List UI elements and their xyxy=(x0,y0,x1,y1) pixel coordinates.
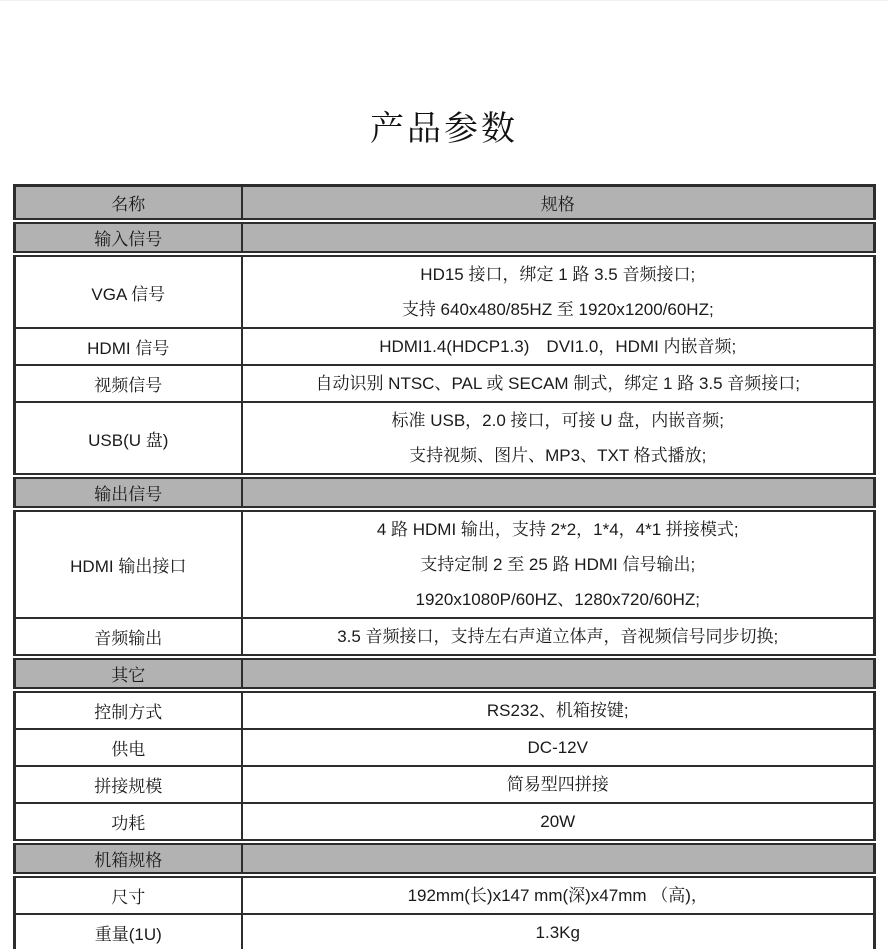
spec-line: 20W xyxy=(540,812,576,831)
row-label: 重量(1U) xyxy=(14,914,242,949)
section-row xyxy=(14,476,874,509)
section-label: 输出信号 xyxy=(14,476,242,509)
row-spec xyxy=(242,729,874,766)
spec-line: 4 路 HDMI 输出，支持 2*2，1*4，4*1 拼接模式; xyxy=(376,520,739,539)
row-spec xyxy=(242,509,874,618)
table-header-row xyxy=(14,186,874,222)
row-label: 音频输出 xyxy=(14,618,242,657)
spec-line: 标准 USB，2.0 接口，可接 U 盘，内嵌音频; xyxy=(391,411,724,430)
row-label: 控制方式 xyxy=(14,690,242,729)
section-label: 输入信号 xyxy=(14,221,242,254)
section-spec-empty xyxy=(242,657,874,690)
row-spec xyxy=(242,254,874,328)
section-spec-empty xyxy=(242,842,874,875)
spec-line: 支持视频、图片、MP3、TXT 格式播放; xyxy=(409,446,707,465)
row-label: 视频信号 xyxy=(14,365,242,402)
row-spec xyxy=(242,875,874,914)
table-row xyxy=(14,402,874,476)
table-row xyxy=(14,254,874,328)
row-spec xyxy=(242,690,874,729)
row-label: USB(U 盘) xyxy=(14,402,242,476)
row-label: HDMI 输出接口 xyxy=(14,509,242,618)
section-spec-empty xyxy=(242,221,874,254)
row-label: 功耗 xyxy=(14,803,242,842)
row-label: 供电 xyxy=(14,729,242,766)
table-body xyxy=(14,221,874,949)
section-row xyxy=(14,842,874,875)
spec-line: RS232、机箱按键; xyxy=(486,701,629,720)
row-spec xyxy=(242,618,874,657)
section-row xyxy=(14,221,874,254)
table-row xyxy=(14,328,874,365)
column-header-name: 名称 xyxy=(14,186,242,222)
spec-line: 3.5 音频接口，支持左右声道立体声，音视频信号同步切换; xyxy=(337,627,779,646)
row-label: 尺寸 xyxy=(14,875,242,914)
table-row xyxy=(14,729,874,766)
page-title: 产品参数 xyxy=(370,110,518,148)
row-label: 拼接规模 xyxy=(14,766,242,803)
product-spec-table xyxy=(13,184,876,949)
spec-line: 支持 640x480/85HZ 至 1920x1200/60HZ; xyxy=(401,300,714,319)
table-row xyxy=(14,914,874,949)
row-label: VGA 信号 xyxy=(14,254,242,328)
spec-line: 1.3Kg xyxy=(535,923,580,942)
table-row xyxy=(14,365,874,402)
spec-line: 192mm(长)x147 mm(深)x47mm （高)， xyxy=(407,886,708,905)
spec-line: 简易型四拼接 xyxy=(506,775,609,794)
row-spec xyxy=(242,914,874,949)
row-spec xyxy=(242,803,874,842)
table-row xyxy=(14,875,874,914)
spec-line: 自动识别 NTSC、PAL 或 SECAM 制式，绑定 1 路 3.5 音频接口; xyxy=(315,374,801,393)
section-label: 机箱规格 xyxy=(14,842,242,875)
spec-line: 1920x1080P/60HZ、1280x720/60HZ; xyxy=(415,590,700,609)
section-row xyxy=(14,657,874,690)
spec-line: DC-12V xyxy=(527,738,588,757)
table-row xyxy=(14,766,874,803)
row-label: HDMI 信号 xyxy=(14,328,242,365)
table-row xyxy=(14,509,874,618)
spec-line: HD15 接口，绑定 1 路 3.5 音频接口; xyxy=(420,265,696,284)
row-spec xyxy=(242,328,874,365)
table-row xyxy=(14,618,874,657)
row-spec xyxy=(242,365,874,402)
table-row xyxy=(14,803,874,842)
spec-line: 支持定制 2 至 25 路 HDMI 信号输出; xyxy=(420,555,696,574)
section-spec-empty xyxy=(242,476,874,509)
row-spec xyxy=(242,402,874,476)
column-header-spec: 规格 xyxy=(242,186,874,222)
spec-line: HDMI1.4(HDCP1.3) DVI1.0，HDMI 内嵌音频; xyxy=(379,337,737,356)
table-row xyxy=(14,690,874,729)
row-spec xyxy=(242,766,874,803)
section-label: 其它 xyxy=(14,657,242,690)
